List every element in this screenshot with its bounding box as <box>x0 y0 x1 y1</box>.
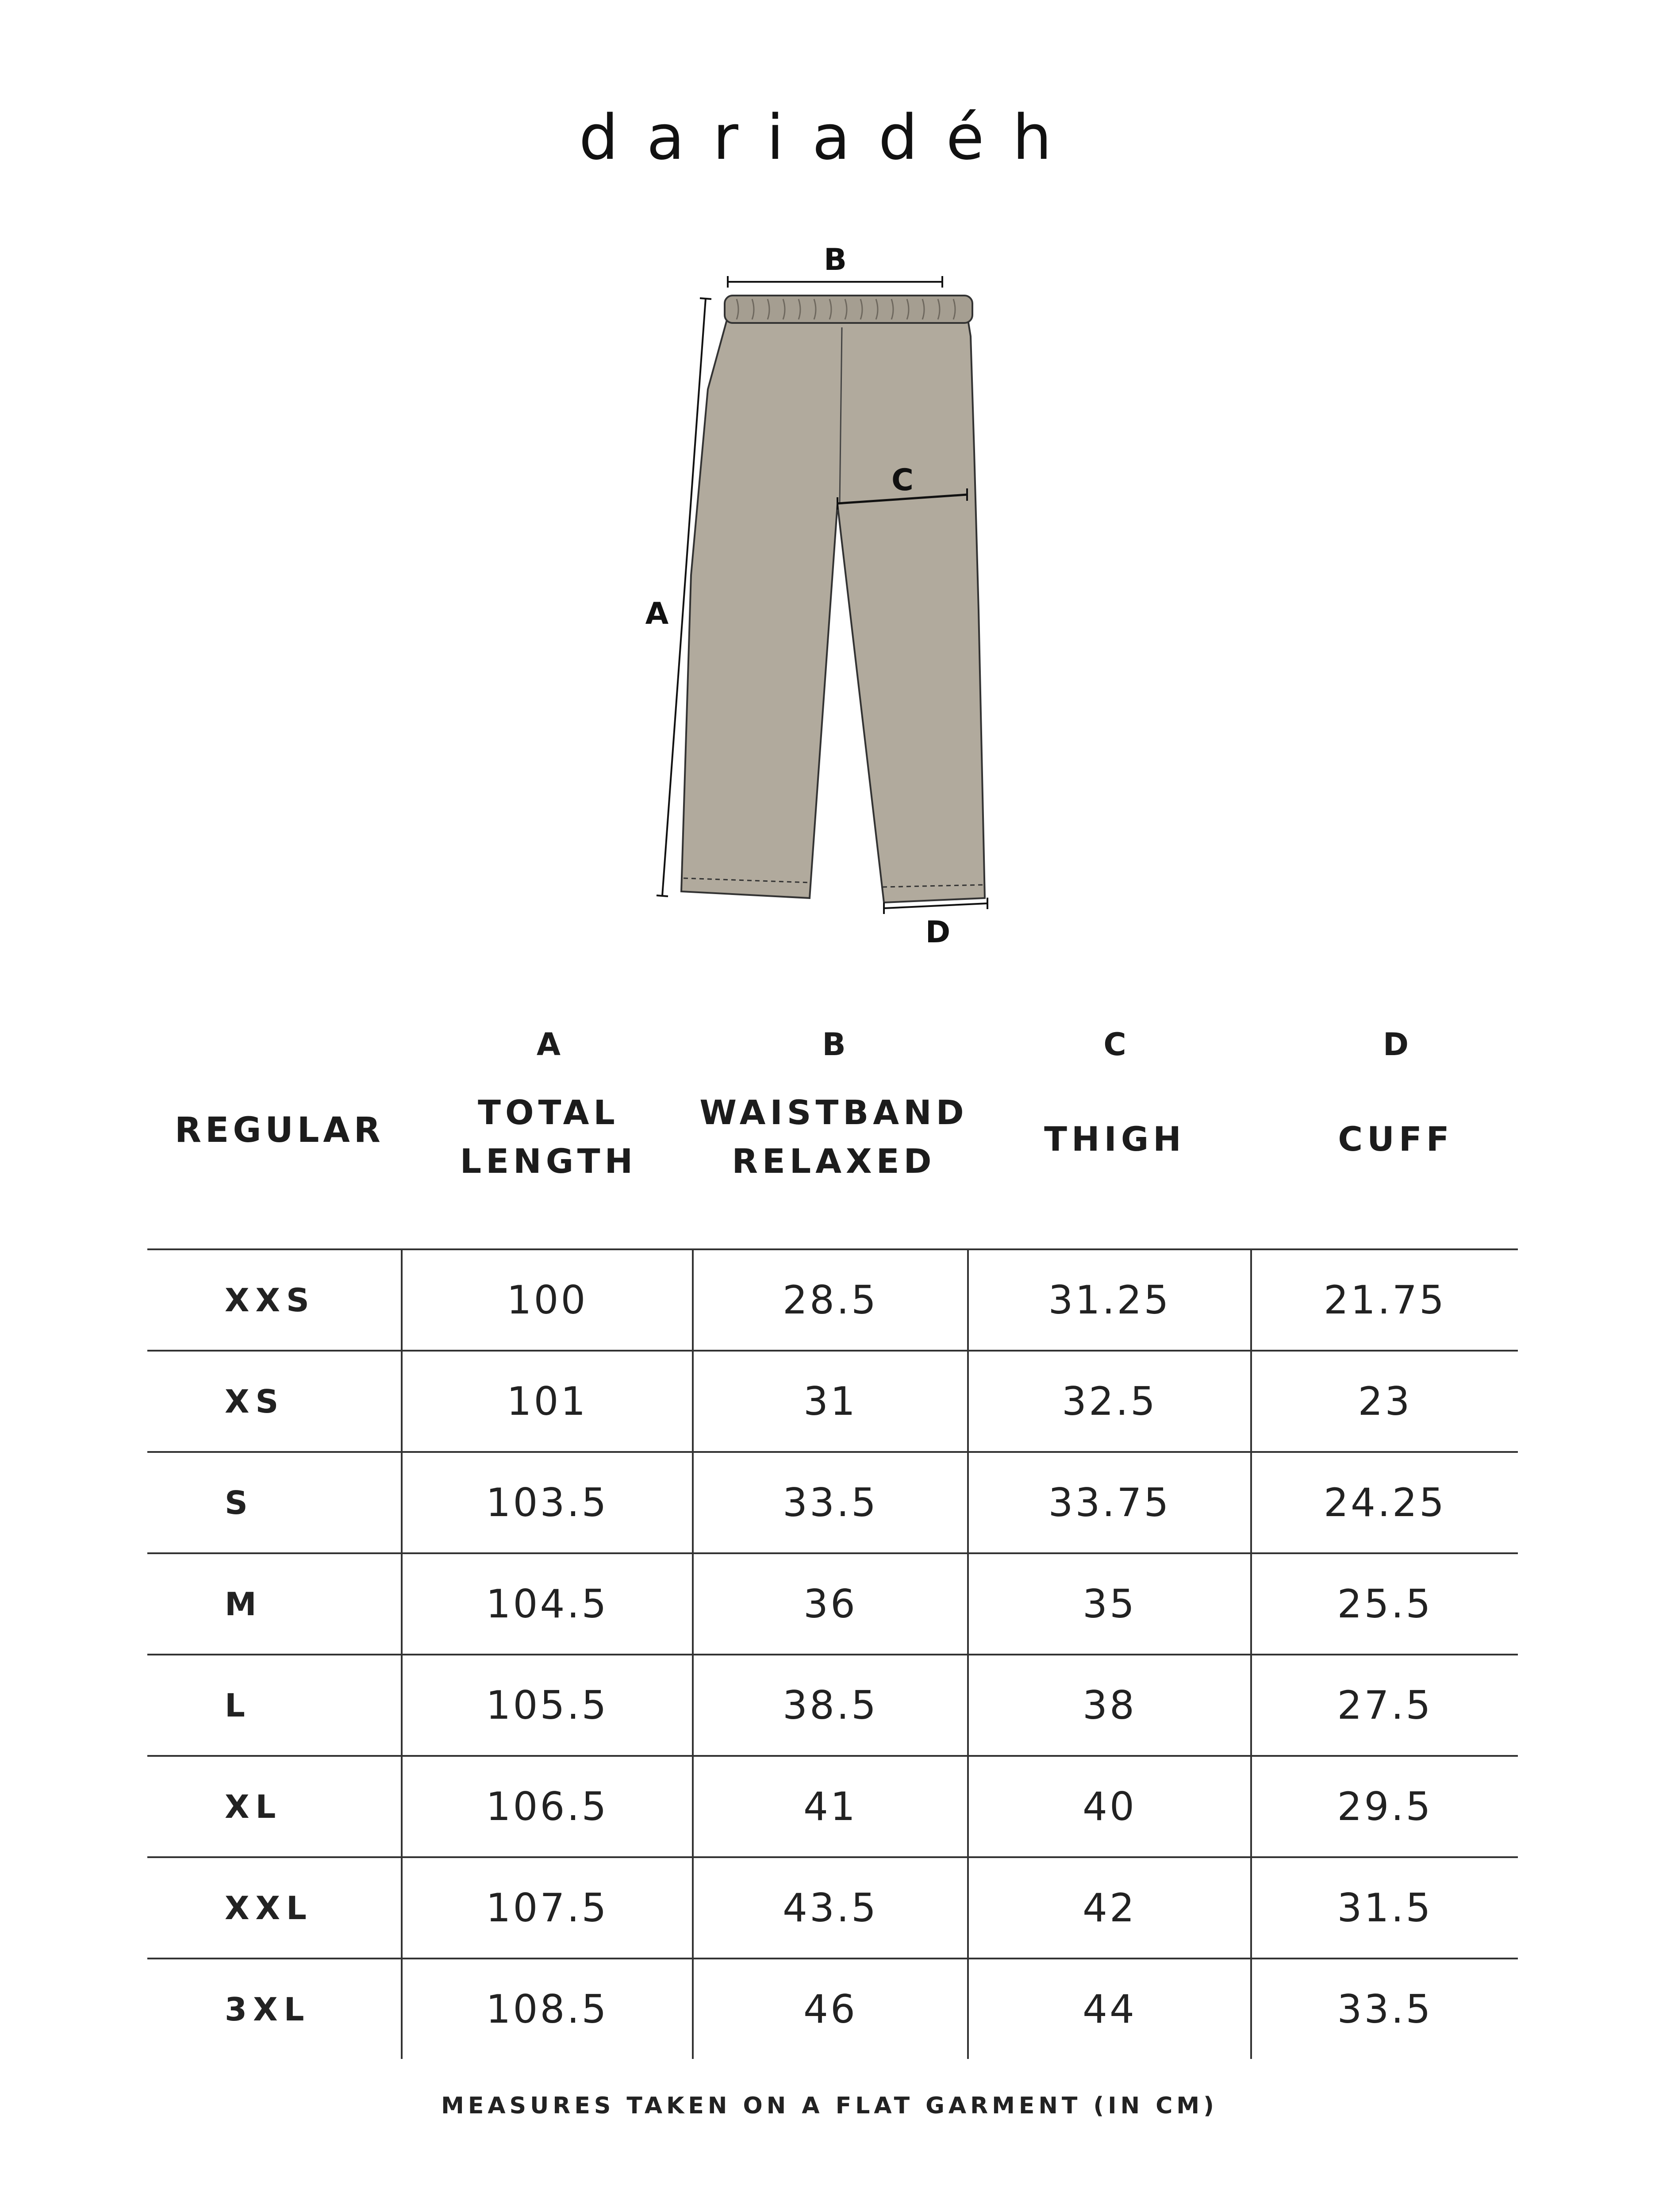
measurement-cell: 105.5 <box>402 1655 693 1756</box>
measurement-cell: 31.5 <box>1251 1857 1518 1959</box>
pants-shape <box>681 312 985 902</box>
table-row <box>147 1553 1518 1655</box>
size-label: S <box>225 1484 254 1521</box>
table-row <box>147 1351 1518 1452</box>
table-row <box>147 1857 1518 1959</box>
table-row <box>147 1959 1518 2059</box>
measurement-cell: 31.25 <box>968 1249 1251 1351</box>
size-label: 3XL <box>225 1990 311 2028</box>
size-label: XL <box>225 1788 282 1825</box>
col-letter-d: D <box>1382 1026 1409 1063</box>
size-label: M <box>225 1585 263 1623</box>
table-row <box>147 1655 1518 1756</box>
measurement-note: MEASURES TAKEN ON A FLAT GARMENT (IN CM) <box>441 2093 1218 2119</box>
size-label: XS <box>225 1382 285 1420</box>
size-table <box>147 1248 1518 2059</box>
measurement-cell: 42 <box>968 1857 1251 1959</box>
size-label: XXL <box>225 1889 313 1927</box>
measurement-cell: 31 <box>693 1351 968 1452</box>
measurement-cell: 38.5 <box>693 1655 968 1756</box>
measurement-cell: 25.5 <box>1251 1553 1518 1655</box>
measurement-cell: 36 <box>693 1553 968 1655</box>
measurement-cell: 27.5 <box>1251 1655 1518 1756</box>
measurement-cell: 46 <box>693 1959 968 2059</box>
col-letter-c: C <box>1103 1026 1126 1063</box>
col-header-waistband-relaxed: WAISTBAND RELAXED <box>699 1093 968 1181</box>
measurement-cell: 35 <box>968 1553 1251 1655</box>
label-c: C <box>891 463 914 498</box>
waistband <box>725 296 972 323</box>
measurement-cell: 44 <box>968 1959 1251 2059</box>
measurement-cell: 21.75 <box>1251 1249 1518 1351</box>
measure-line-d <box>884 903 987 908</box>
measurement-cell: 38 <box>968 1655 1251 1756</box>
label-a: A <box>645 596 669 631</box>
measurement-cell: 23 <box>1251 1351 1518 1452</box>
col-header-cuff: CUFF <box>1338 1119 1454 1159</box>
measurement-cell: 107.5 <box>402 1857 693 1959</box>
measurement-cell: 108.5 <box>402 1959 693 2059</box>
col-letter-b: B <box>822 1026 846 1063</box>
measurement-cell: 41 <box>693 1756 968 1857</box>
table-row <box>147 1249 1518 1351</box>
measurement-cell: 43.5 <box>693 1857 968 1959</box>
measurement-cell: 103.5 <box>402 1452 693 1553</box>
measurement-cell: 104.5 <box>402 1553 693 1655</box>
table-row <box>147 1452 1518 1553</box>
size-label: L <box>225 1686 251 1724</box>
measurement-cell: 33.5 <box>693 1452 968 1553</box>
label-b: B <box>824 242 847 277</box>
measurement-cell: 101 <box>402 1351 693 1452</box>
measurement-cell: 32.5 <box>968 1351 1251 1452</box>
measurement-cell: 33.75 <box>968 1452 1251 1553</box>
col-header-total-length: TOTAL LENGTH <box>460 1093 637 1181</box>
col-letter-a: A <box>536 1026 561 1063</box>
fit-label: REGULAR <box>175 1110 384 1150</box>
measurement-cell: 100 <box>402 1249 693 1351</box>
table-row <box>147 1756 1518 1857</box>
measurement-cell: 106.5 <box>402 1756 693 1857</box>
measurement-cell: 24.25 <box>1251 1452 1518 1553</box>
brand-logo: dariadéh <box>579 102 1080 174</box>
pants-diagram <box>0 0 1659 973</box>
measurement-cell: 33.5 <box>1251 1959 1518 2059</box>
measurement-cell: 29.5 <box>1251 1756 1518 1857</box>
measurement-cell: 40 <box>968 1756 1251 1857</box>
col-header-thigh: THIGH <box>1044 1119 1186 1159</box>
measurement-cell: 28.5 <box>693 1249 968 1351</box>
size-label: XXS <box>225 1281 315 1319</box>
label-d: D <box>925 915 951 950</box>
